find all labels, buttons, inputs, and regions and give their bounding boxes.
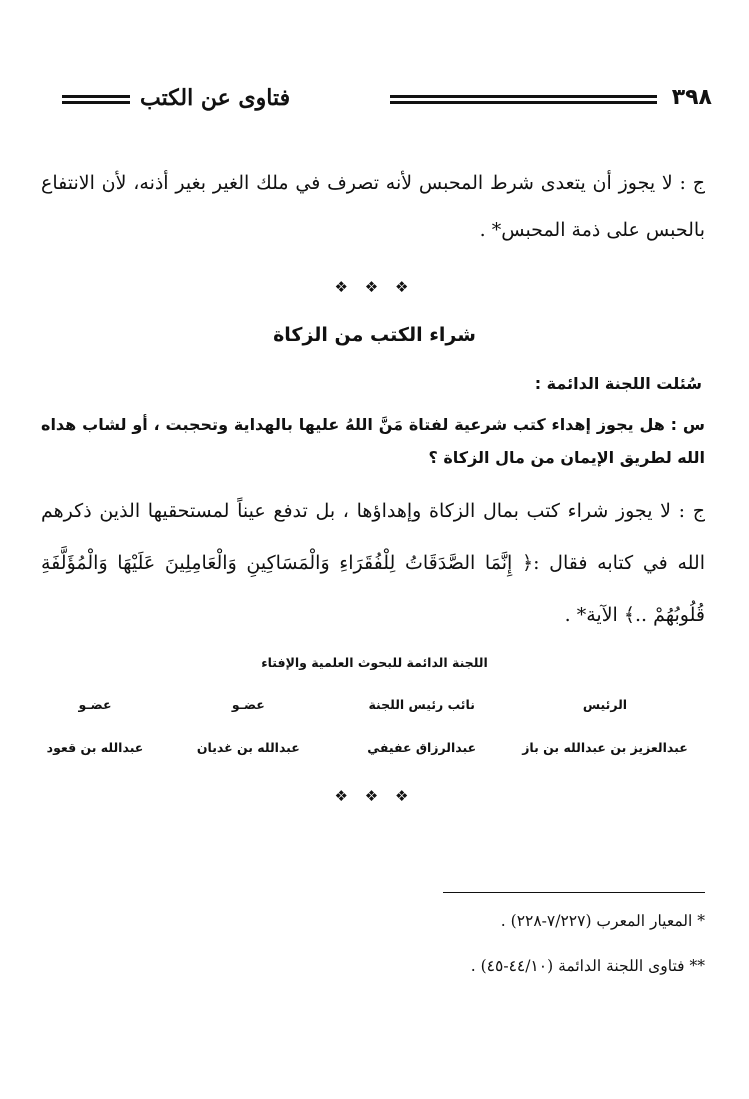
header-rule [390, 95, 657, 104]
question-text: س : هل يجوز إهداء كتب شرعية لفتاة مَنَّ اللهُ عليها بالهداية وتحجبت ، أو لشاب هداه الله لطريق الإيمان من مال الزكاة ؟ [41, 415, 705, 467]
signatory-role: الرئيس [582, 697, 628, 712]
signatory-name: عبدالعزيز بن عبدالله بن باز [522, 740, 688, 755]
signatory-role: نائب رئيس اللجنة [368, 697, 475, 712]
answer-paragraph-1: ج : لا يجوز أن يتعدى شرط المحبس لأنه تصرف في ملك الغير بغير أذنه، لأن الانتفاع بالحبس على ذمة المحبس* . [41, 172, 705, 241]
section-separator: ❖ ❖ ❖ [334, 787, 415, 805]
signatory-roles [40, 695, 690, 715]
committee-title: اللجنة الدائمة للبحوث العلمية والإفتاء [261, 655, 488, 670]
page-number: ٣٩٨ [671, 85, 712, 110]
signatory-name: عبدالله بن غديان [196, 740, 300, 755]
signatory-role: عضـو [231, 697, 265, 712]
signatory-role: عضـو [78, 697, 112, 712]
section-title: شراء الكتب من الزكاة [273, 324, 476, 346]
signatory-name: عبدالرزاق عفيفي [367, 740, 477, 755]
book-title: فتاوى عن الكتب [140, 85, 291, 111]
answer-paragraph-2: ج : لا يجوز شراء كتب بمال الزكاة وإهداؤها ، بل تدفع عيناً لمستحقيها الذين ذكرهم الله في كتابه فقال :﴿ إِنَّمَا الصَّدَقَاتُ لِلْفُقَرَاءِ وَالْمَسَاكِينِ وَالْعَامِلِينَ عَلَيْهَا وَالْمُؤَلَّفَةِ قُلُوبُهُمْ ..﴾ الآية* . [41, 500, 705, 626]
footnote-rule [443, 892, 705, 893]
question-intro: سُئلت اللجنة الدائمة : [534, 374, 702, 393]
footnote-1: * المعيار المعرب (٧/٢٢٧-٢٢٨) . [500, 912, 705, 930]
signatory-names [40, 738, 690, 758]
section-separator: ❖ ❖ ❖ [334, 278, 415, 296]
header-rule-end [62, 95, 130, 104]
signatory-name: عبدالله بن قعود [46, 740, 144, 755]
running-header [60, 83, 712, 117]
footnote-2: ** فتاوى اللجنة الدائمة (٤٤/١٠-٤٥) . [470, 957, 705, 975]
